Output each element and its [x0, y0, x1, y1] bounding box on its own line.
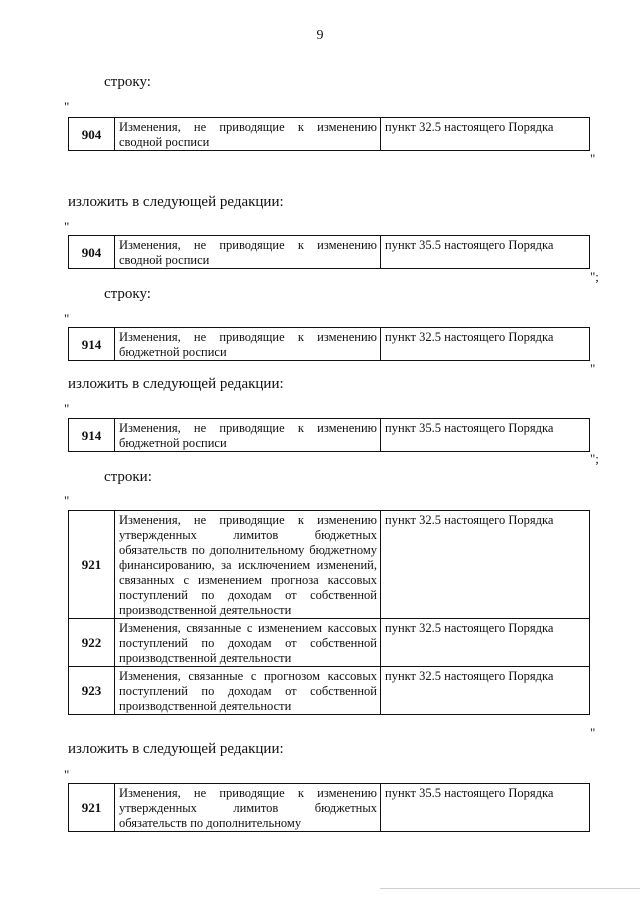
page-number: 9 [316, 28, 324, 43]
code-table [68, 783, 590, 832]
row-reference: пункт 32.5 настоящего Порядка [381, 118, 590, 151]
row-reference: пункт 32.5 настоящего Порядка [381, 511, 590, 619]
row-code: 914 [69, 419, 115, 452]
paragraph-text: изложить в следующей редакции: [68, 194, 284, 210]
closing-quote: " [590, 725, 596, 740]
table-row [69, 511, 590, 619]
row-reference: пункт 35.5 настоящего Порядка [381, 236, 590, 269]
row-code: 904 [69, 118, 115, 151]
row-description: Изменения, не приводящие к изменению сводной росписи [115, 118, 381, 151]
opening-quote: " [64, 767, 70, 782]
table-row [69, 619, 590, 667]
opening-quote: " [64, 99, 70, 114]
row-code: 921 [69, 511, 115, 619]
table-row [69, 419, 590, 452]
table-row [69, 328, 590, 361]
code-table [68, 235, 590, 269]
row-code: 921 [69, 784, 115, 832]
row-description: Изменения, не приводящие к изменению бюджетной росписи [115, 328, 381, 361]
closing-quote: "; [590, 451, 599, 466]
row-reference: пункт 35.5 настоящего Порядка [381, 419, 590, 452]
code-table [68, 418, 590, 452]
row-code: 914 [69, 328, 115, 361]
code-table [68, 510, 590, 715]
paragraph-text: строки: [104, 469, 152, 485]
row-description: Изменения, связанные с прогнозом кассовых поступлений по доходам от собственной производственной деятельности [115, 667, 381, 715]
table-row [69, 118, 590, 151]
closing-quote: " [590, 361, 596, 376]
code-table [68, 117, 590, 151]
row-description: Изменения, связанные с изменением кассовых поступлений по доходам от собственной производственной деятельности [115, 619, 381, 667]
page-bottom-edge [0, 880, 640, 905]
row-description: Изменения, не приводящие к изменению бюджетной росписи [115, 419, 381, 452]
table-row [69, 784, 590, 832]
code-table [68, 327, 590, 361]
row-reference: пункт 32.5 настоящего Порядка [381, 667, 590, 715]
opening-quote: " [64, 219, 70, 234]
row-code: 904 [69, 236, 115, 269]
paragraph-text: изложить в следующей редакции: [68, 376, 284, 392]
row-description: Изменения, не приводящие к изменению утвержденных лимитов бюджетных обязательств по дополнительному [115, 784, 381, 832]
table-row [69, 236, 590, 269]
row-code: 923 [69, 667, 115, 715]
closing-quote: " [590, 151, 596, 166]
row-description: Изменения, не приводящие к изменению сводной росписи [115, 236, 381, 269]
row-reference: пункт 35.5 настоящего Порядка [381, 784, 590, 832]
row-reference: пункт 32.5 настоящего Порядка [381, 328, 590, 361]
row-code: 922 [69, 619, 115, 667]
paragraph-text: изложить в следующей редакции: [68, 741, 284, 757]
row-reference: пункт 32.5 настоящего Порядка [381, 619, 590, 667]
table-row [69, 667, 590, 715]
paragraph-text: строку: [104, 74, 151, 90]
opening-quote: " [64, 311, 70, 326]
row-description: Изменения, не приводящие к изменению утвержденных лимитов бюджетных обязательств по дополнительному бюджетному финансированию, за исключением изменений, связанных с изменением прогноза кассовых поступлений по доходам от собственной производственной деятельности [115, 511, 381, 619]
opening-quote: " [64, 493, 70, 508]
scan-edge-line [380, 888, 640, 889]
paragraph-text: строку: [104, 286, 151, 302]
closing-quote: "; [590, 269, 599, 284]
opening-quote: " [64, 401, 70, 416]
